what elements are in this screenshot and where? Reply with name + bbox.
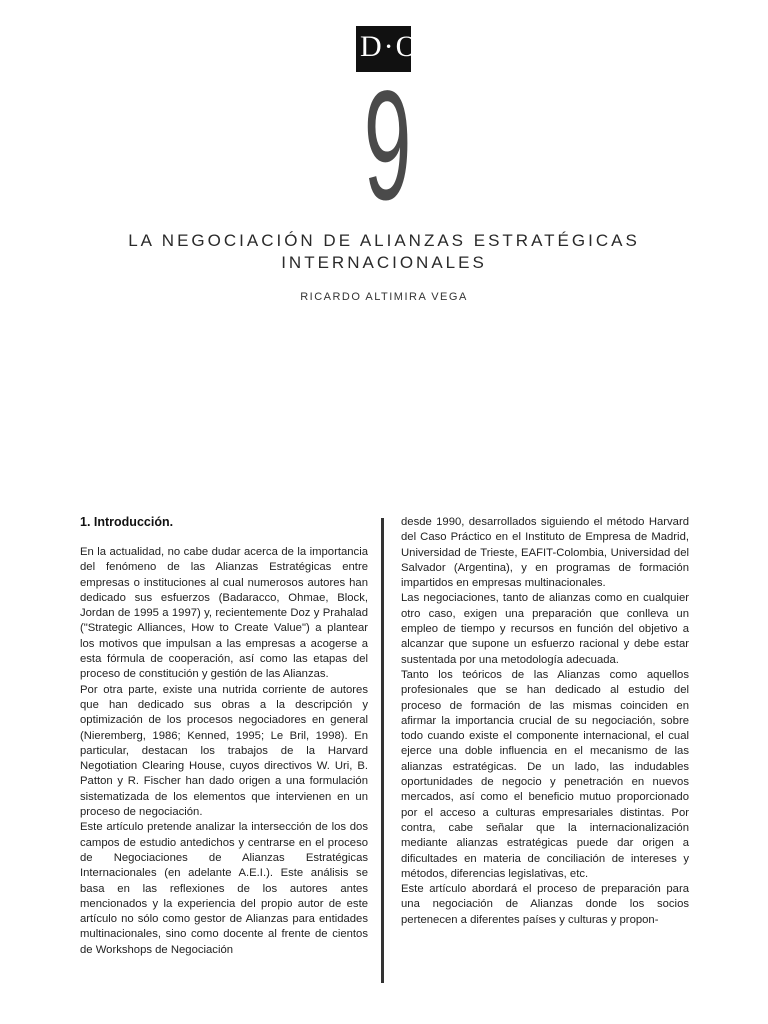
article-title-line-1: LA NEGOCIACIÓN DE ALIANZAS ESTRATÉGICAS bbox=[128, 231, 640, 250]
paragraph: Este artículo pretende analizar la intersección de los dos campos de estudio antedichos y centrarse en el proceso de Negociaciones de Alianzas Estratégicas Internacionales (en adelante A.E.I.). Este análisis se basa en las reflexiones de los autores antes mencionados y la experiencia del propio autor de este artículo no sólo como gestor de Alianzas para entidades multinacionales, sino como docente al frente de cientos de Workshops de Negociación bbox=[80, 821, 368, 956]
left-column bbox=[80, 515, 368, 958]
right-column bbox=[401, 515, 689, 928]
paragraph: Por otra parte, existe una nutrida corriente de autores que han dedicado sus obras a la descripción y optimización de los procesos negociadores en general (Nieremberg, 1986; Kenned, 1995; Le Bril, 1998). En particular, destacan los trabajos de la Harvard Negotiation Clearing House, cuyos directivos W. Uri, B. Patton y R. Fischer han dado origen a una formulación sistematizada de los elementos que intervienen en un proceso de negociación. bbox=[80, 683, 368, 819]
paragraph: desde 1990, desarrollados siguiendo el método Harvard del Caso Práctico en el Instituto de Empresa de Madrid, Universidad de Trieste, EAFIT-Colombia, Universidad del Salvador (Argentina), y en programas de formación impartidos en empresas multinacionales. bbox=[401, 516, 689, 590]
section-heading: 1. Introducción. bbox=[80, 515, 174, 529]
chapter-number: 9 bbox=[363, 59, 412, 233]
paragraph: Las negociaciones, tanto de alianzas como en cualquier otro caso, exigen una preparación que conlleva un empleo de tiempo y recursos en función del objetivo a alcanzar que supone un esfuerzo racional y debe estar sustentada por una metodología adecuada. bbox=[401, 592, 689, 666]
section-badge-text: D·O bbox=[360, 30, 420, 63]
paragraph: En la actualidad, no cabe dudar acerca de la importancia del fenómeno de las Alianzas Estratégicas entre empresas o instituciones al cual numerosos autores han dedicado sus esfuerzos (Badaracco, Ohmae, Block, Jordan de 1995 a 1997) y, recientemente Doz y Prahalad ("Strategic Alliances, How to Create Value") a plantear los motivos que impulsan a las empresas a acogerse a esta fórmula de cooperación, así como las etapas del proceso de constitución y gestión de las Alianzas. bbox=[80, 546, 368, 681]
article-title bbox=[100, 230, 668, 274]
article-author: RICARDO ALTIMIRA VEGA bbox=[300, 291, 468, 303]
article-title-line-2: INTERNACIONALES bbox=[281, 253, 487, 272]
paragraph: Este artículo abordará el proceso de preparación para una negociación de Alianzas donde los socios pertenecen a diferentes países y culturas y propon- bbox=[401, 883, 689, 926]
column-divider bbox=[381, 518, 384, 983]
paragraph: Tanto los teóricos de las Alianzas como aquellos profesionales que se han dedicado al estudio del proceso de formación de las mismas coinciden en afirmar la importancia crucial de su negociación, sobre todo cuando existe el componente internacional, el cual ejerce una doble influencia en el mecanismo de las alianzas estratégicas. De un lado, las indudables oportunidades de negocio y penetración en nuevos mercados, así como el beneficio mutuo proporcionado por el acceso a culturas empresariales distintas. Por contra, cabe señalar que la internacionalización mediante alianzas estratégicas puede dar origen a dificultades en materia de conciliación de intereses y métodos, diferencias legislativas, etc. bbox=[401, 668, 689, 880]
